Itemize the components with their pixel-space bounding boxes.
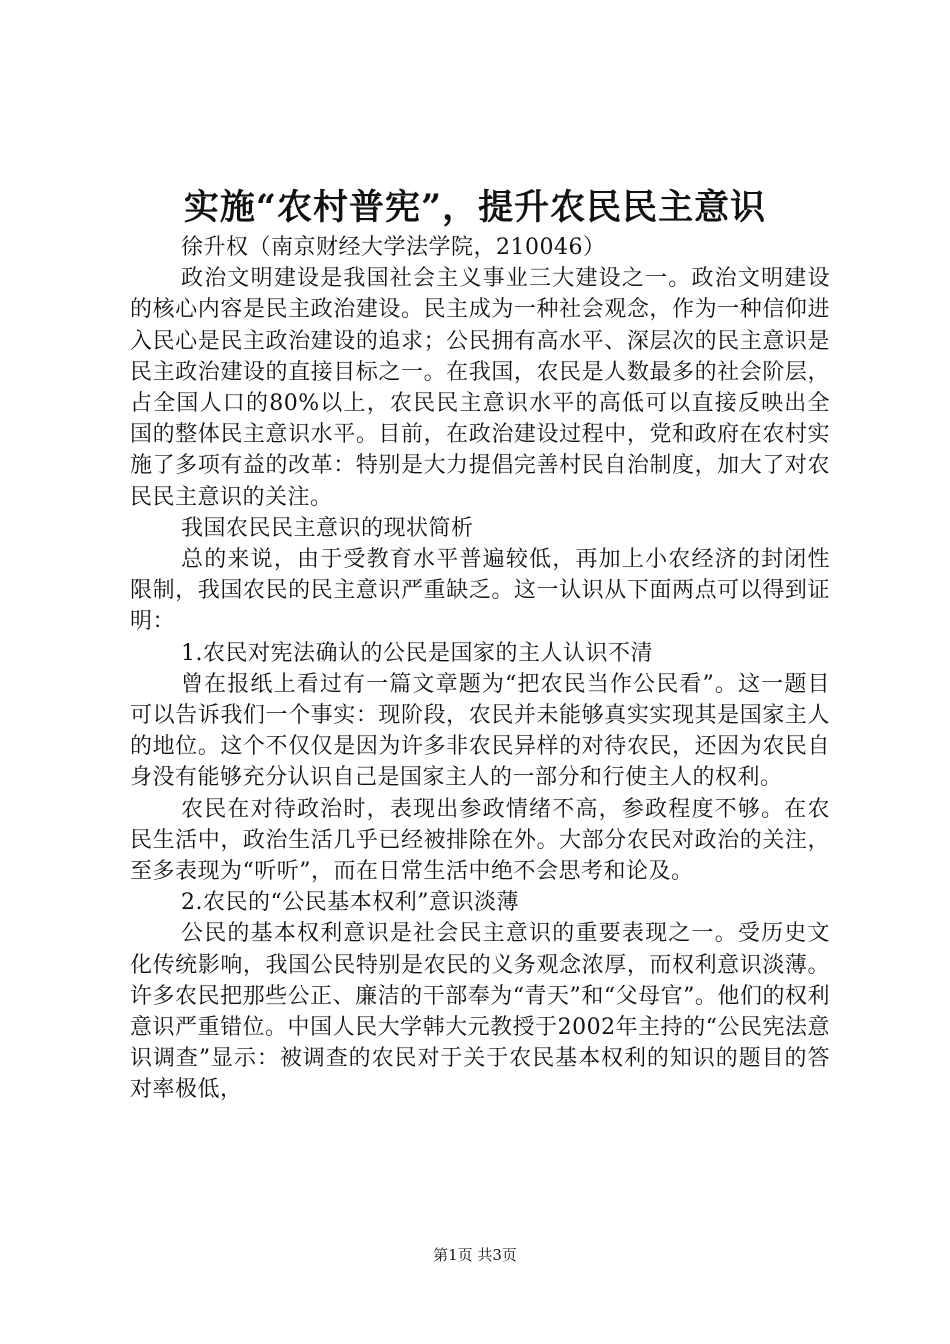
document-title: 实施“农村普宪”，提升农民民主意识 bbox=[183, 187, 767, 228]
subsection-heading: 2.农民的“公民基本权利”意识淡薄 bbox=[181, 890, 519, 916]
paragraph: 曾在报纸上看过有一篇文章题为“把农民当作公民看”。这一题目可以告诉我们一个事实：现阶段，农民并未能够真实实现其是国家主人的地位。这个不仅仅是因为许多非农民异样的对待农民，还因为农民自身没有能够充分认识自己是国家主人的一部分和行使主人的权利。 bbox=[130, 671, 830, 791]
author-line: 徐升权（南京财经大学法学院，210046） bbox=[181, 235, 606, 260]
paragraph: 政治文明建设是我国社会主义事业三大建设之一。政治文明建设的核心内容是民主政治建设。民主成为一种社会观念，作为一种信仰进入民心是民主政治建设的追求；公民拥有高水平、深层次的民主意识是民主政治建设的直接目标之一。在我国，农民是人数最多的社会阶层，占全国人口的80%以上，农民民主意识水平的高低可以直接反映出全国的整体民主意识水平。目前，在政治建设过程中，党和政府在农村实施了多项有益的改革：特别是大力提倡完善村民自治制度，加大了对农民民主意识的关注。 bbox=[130, 266, 830, 510]
section-heading: 我国农民民主意识的现状简析 bbox=[181, 515, 474, 541]
paragraph: 农民在对待政治时，表现出参政情绪不高，参政程度不够。在农民生活中，政治生活几乎已经被排除在外。大部分农民对政治的关注，至多表现为“听听”，而在日常生活中绝不会思考和论及。 bbox=[130, 796, 830, 885]
paragraph: 公民的基本权利意识是社会民主意识的重要表现之一。受历史文化传统影响，我国公民特别是农民的义务观念浓厚，而权利意识淡薄。许多农民把那些公正、廉洁的干部奉为“青天”和“父母官”。他们的权利意识严重错位。中国人民大学韩大元教授于2002年主持的“公民宪法意识调查”显示：被调查的农民对于关于农民基本权利的知识的题目的答对率极低， bbox=[130, 921, 830, 1103]
paragraph: 总的来说，由于受教育水平普遍较低，再加上小农经济的封闭性限制，我国农民的民主意识严重缺乏。这一认识从下面两点可以得到证明： bbox=[130, 547, 830, 635]
document-body bbox=[130, 232, 830, 1106]
subsection-heading: 1.农民对宪法确认的公民是国家的主人认识不清 bbox=[181, 640, 653, 666]
page-footer: 第1页 共3页 bbox=[433, 1246, 517, 1264]
